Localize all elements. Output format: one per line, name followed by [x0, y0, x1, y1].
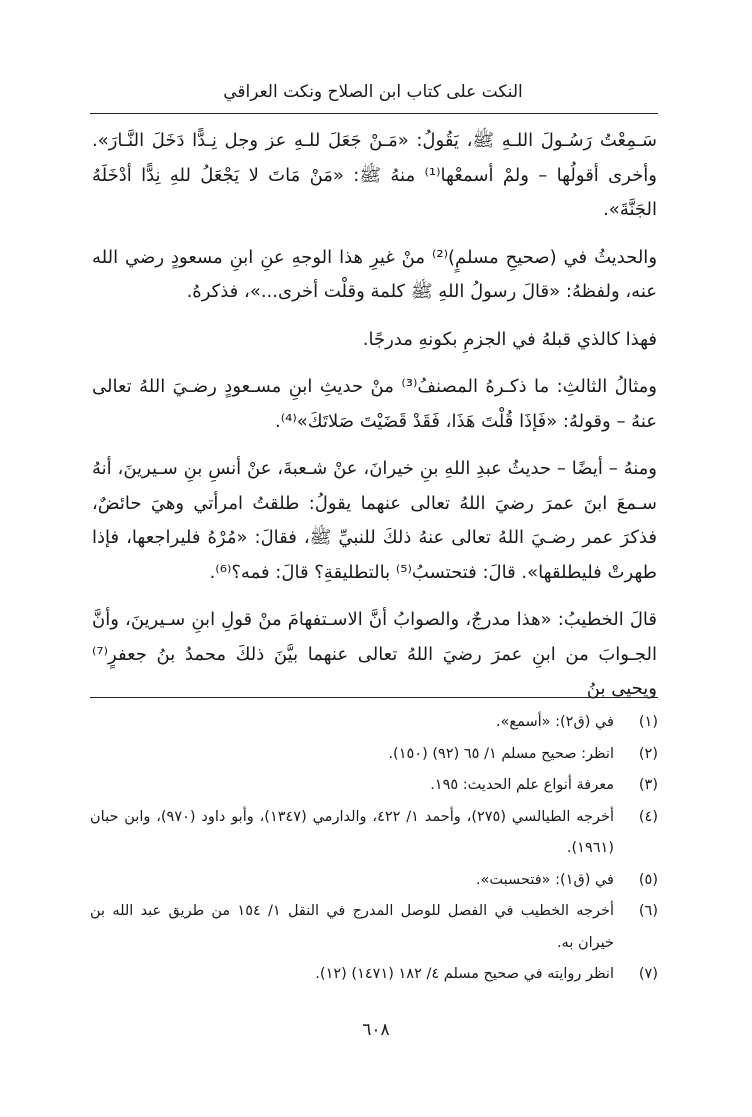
paragraph-5: ومنهُ – أيضًا – حديثُ عبدِ اللهِ بنِ خيرانَ، عنْ شـعبةَ، عنْ أنسِ بنِ سـيرينَ، أنهُ سـمعَ ابنَ عمرَ رضيَ اللهُ تعالى عنهما يقولُ: طلقتُ امرأتي وهيَ حائضٌ، فذكرَ عمر رضـيَ اللهُ تعالى عنهُ ذلكَ للنبيِّ ﷺ، فقالَ: «مُرْهُ فليراجعها، فإذا طهرتْ فليطلقها». قالَ: فتحتسبُ⁽⁵⁾ بالتطليقةِ؟ قالَ: فمه؟⁽⁶⁾. — [92, 458, 657, 583]
page-number: ٦٠٨ — [362, 1020, 390, 1040]
footnote-item — [90, 739, 658, 771]
footnote-number: (٢) — [638, 745, 658, 762]
footnote-number: (٦) — [638, 903, 658, 919]
paragraph-6: قالَ الخطيبُ: «هذا مدرجٌ، والصوابُ أنَّ الاسـتفهامَ منْ قولِ ابنِ سـيرينَ، وأنَّ الجـوابَ من ابنِ عمرَ رضيَ اللهُ تعالى عنهما بيَّنَ ذلكَ محمدُ بنُ جعفرٍ⁽⁷⁾ ويحيى بنُ — [92, 609, 657, 699]
footnote-item — [90, 770, 658, 802]
footnote-item — [90, 802, 658, 865]
paragraph-3: فهذا كالذي قبلهُ في الجزمِ بكونهِ مدرجًا. — [362, 328, 657, 350]
running-header: النكت على كتاب ابن الصلاح ونكت العراقي — [223, 82, 523, 102]
footnote-item — [90, 865, 658, 897]
footnote-text: أخرجه الطيالسي (٢٧٥)، وأحمد ١/ ٤٢٢، والدارمي (١٣٤٧)، وأبو داود (٩٧٠)، وابن حبان (١٩٦١). — [90, 808, 615, 856]
footnote-item — [90, 707, 658, 739]
footnote-item — [90, 959, 658, 991]
footnote-text: انظر: صحيح مسلم ١/ ٦٥ (٩٢) (١٥٠). — [388, 745, 614, 762]
paragraph-1: سَـمِعْتُ رَسُـولَ اللـهِ ﷺ، يَقُولُ: «مَـنْ جَعَلَ للـهِ عز وجل نِـدًّا دَخَلَ النَّـارَ». وأخرى أقولُها – ولمْ أسمعْها⁽¹⁾ منهُ ﷺ: «مَنْ مَاتَ لا يَجْعَلُ للهِ نِدًّا أدْخَلَهُ الجَنَّةَ». — [92, 130, 657, 220]
main-text — [92, 124, 657, 707]
paragraph-2: والحديثُ في (صحيحِ مسلمٍ)⁽²⁾ منْ غيرِ هذا الوجهِ عنِ ابنِ مسعودٍ رضي الله عنه، ولفظهُ: «قالَ رسولُ اللهِ ﷺ كلمة وقلْت أخرى...»، فذكرهُ. — [92, 246, 658, 302]
footnotes — [90, 707, 658, 991]
header-rule — [90, 113, 658, 114]
footnote-text: أخرجه الخطيب في الفصل للوصل المدرج في النقل ١/ ١٥٤ من طريق عبد الله بن خيران به. — [90, 903, 614, 951]
paragraph-4: ومثالُ الثالثِ: ما ذكـرهُ المصنفُ⁽³⁾ منْ حديثِ ابنِ مسـعودٍ رضـيَ اللهُ تعالى عنهُ – وقولهُ: «فَإذَا قُلْتَ هَذَا، فَقَدْ قَضَيْتَ صَلاتَكَ»⁽⁴⁾. — [92, 376, 657, 432]
footnote-text: في (ق١): «فتحسبت». — [475, 871, 614, 888]
footnote-text: انظر روايته في صحيح مسلم ٤/ ١٨٢ (١٤٧١) (١٢). — [315, 966, 614, 982]
footnote-number: (٧) — [638, 966, 658, 982]
footnote-text: في (ق٢): «أسمع». — [495, 714, 614, 730]
footnote-number: (٥) — [638, 871, 658, 888]
footnote-number: (٣) — [638, 777, 658, 793]
footnote-text: معرفة أنواع علم الحديث: ١٩٥. — [430, 777, 614, 793]
footnote-number: (٤) — [638, 808, 658, 825]
footnote-number: (١) — [638, 714, 658, 730]
footnote-item — [90, 896, 658, 959]
footnote-separator — [90, 697, 658, 698]
